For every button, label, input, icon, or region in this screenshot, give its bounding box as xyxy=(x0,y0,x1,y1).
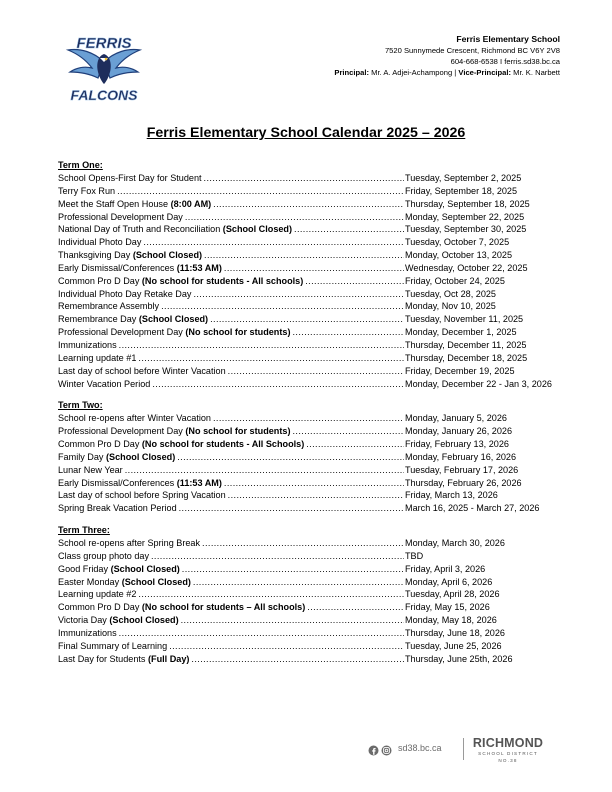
event-date: Tuesday, October 7, 2025 xyxy=(405,237,510,248)
event-name: National Day of Truth and Reconciliation xyxy=(58,224,221,235)
event-name: Last Day for Students xyxy=(58,653,146,664)
event-cell xyxy=(58,223,404,236)
event-name: Victoria Day xyxy=(58,615,107,626)
event-note: (School Closed) xyxy=(222,224,293,235)
event-name: Final Summary of Learning xyxy=(58,640,168,651)
calendar-row xyxy=(58,249,578,262)
event-date: Thursday, December 18, 2025 xyxy=(405,352,528,363)
event-label xyxy=(58,489,226,502)
event-name: Lunar New Year xyxy=(58,464,123,475)
event-date: Monday, April 6, 2026 xyxy=(405,576,493,587)
event-date: Thursday, June 25th, 2026 xyxy=(405,653,513,664)
event-cell xyxy=(58,550,404,563)
event-date: Friday, February 13, 2026 xyxy=(405,439,509,450)
event-label xyxy=(58,172,202,185)
event-date: Monday, February 16, 2026 xyxy=(405,451,517,462)
dot-leader xyxy=(228,489,404,502)
event-note: (No school for students – All schools) xyxy=(141,602,306,613)
dot-leader xyxy=(179,502,404,515)
event-label xyxy=(58,601,305,614)
dot-leader xyxy=(117,185,404,198)
term-heading: Term One: xyxy=(58,160,103,170)
event-label xyxy=(58,326,290,339)
event-label xyxy=(58,339,117,352)
event-cell xyxy=(58,576,404,589)
event-note: (School Closed) xyxy=(110,563,180,574)
event-note: (8:00 AM) xyxy=(170,198,212,209)
event-date: Friday, May 15, 2026 xyxy=(405,602,490,613)
dot-leader xyxy=(182,563,404,576)
svg-text:FERRIS: FERRIS xyxy=(76,35,132,52)
event-label xyxy=(58,262,222,275)
event-date: Monday, March 30, 2026 xyxy=(405,538,505,549)
event-name: Immunizations xyxy=(58,339,117,350)
calendar-row xyxy=(58,477,578,490)
dot-leader xyxy=(125,464,404,477)
event-note: (11:53 AM) xyxy=(176,477,222,488)
event-name: Learning update #2 xyxy=(58,589,137,600)
event-cell xyxy=(58,601,404,614)
event-note: (No school for students) xyxy=(185,426,291,437)
calendar-row xyxy=(58,464,578,477)
event-name: Common Pro D Day xyxy=(58,439,140,450)
event-name: Good Friday xyxy=(58,563,109,574)
event-date: Thursday, June 18, 2026 xyxy=(405,628,505,638)
event-date: Tuesday, Oct 28, 2025 xyxy=(405,288,496,299)
event-name: Individual Photo Day xyxy=(58,237,142,248)
event-name: Common Pro D Day xyxy=(58,602,140,613)
event-cell xyxy=(58,477,404,490)
calendar-row xyxy=(58,627,578,640)
event-cell xyxy=(58,464,404,477)
event-date: Tuesday, November 11, 2025 xyxy=(405,314,524,325)
event-cell xyxy=(58,313,404,326)
event-name: Professional Development Day xyxy=(58,327,183,338)
staff-separator: | xyxy=(454,68,457,77)
dot-leader xyxy=(307,601,404,614)
event-label xyxy=(58,550,149,563)
dot-leader xyxy=(204,172,404,185)
event-date: Thursday, September 18, 2025 xyxy=(405,198,530,209)
dot-leader xyxy=(138,588,404,601)
calendar-row xyxy=(58,438,578,451)
event-note: (School Closed) xyxy=(106,451,176,462)
event-date: Friday, April 3, 2026 xyxy=(405,563,486,574)
dot-leader xyxy=(294,223,404,236)
event-date: Thursday, December 11, 2025 xyxy=(405,339,527,350)
event-name: Early Dismissal/Conferences xyxy=(58,262,175,273)
dot-leader xyxy=(204,249,404,262)
event-date: Tuesday, June 25, 2026 xyxy=(405,640,502,651)
dot-leader xyxy=(305,275,404,288)
event-date: Tuesday, April 28, 2026 xyxy=(405,589,500,600)
contact-separator: I xyxy=(500,57,503,66)
calendar-row xyxy=(58,172,578,185)
event-cell xyxy=(58,300,404,313)
event-cell xyxy=(58,502,404,515)
event-name: Last day of school before Spring Vacation xyxy=(58,490,226,501)
event-name: Professional Development Day xyxy=(58,211,183,222)
event-label xyxy=(58,288,191,301)
event-name: Professional Development Day xyxy=(58,426,183,437)
event-label xyxy=(58,438,304,451)
calendar-row xyxy=(58,451,578,464)
dot-leader xyxy=(292,326,404,339)
event-note: (School Closed) xyxy=(138,314,209,325)
district-name: RICHMOND xyxy=(472,736,544,750)
dot-leader xyxy=(143,236,404,249)
event-cell xyxy=(58,288,404,301)
dot-leader xyxy=(306,438,404,451)
event-cell xyxy=(58,537,404,550)
dot-leader xyxy=(177,451,404,464)
event-label xyxy=(58,352,136,365)
dot-leader xyxy=(161,300,404,313)
event-date: Friday, October 24, 2025 xyxy=(405,275,505,286)
event-label xyxy=(58,576,191,589)
event-cell xyxy=(58,451,404,464)
event-cell xyxy=(58,640,404,653)
event-note: (Full Day) xyxy=(147,653,190,664)
event-date: Thursday, February 26, 2026 xyxy=(405,477,522,488)
event-cell xyxy=(58,425,404,438)
event-cell xyxy=(58,438,404,451)
dot-leader xyxy=(213,198,404,211)
calendar-row xyxy=(58,425,578,438)
calendar-row xyxy=(58,378,578,391)
calendar-row xyxy=(58,352,578,365)
page-title: Ferris Elementary School Calendar 2025 – 2026 xyxy=(146,125,466,141)
event-cell xyxy=(58,211,404,224)
event-cell xyxy=(58,365,404,378)
event-label xyxy=(58,365,226,378)
calendar-row xyxy=(58,236,578,249)
social-icons xyxy=(368,743,394,761)
calendar-row xyxy=(58,576,578,589)
event-date: Monday, May 18, 2026 xyxy=(405,615,497,626)
event-cell xyxy=(58,249,404,262)
footer-divider xyxy=(463,738,464,760)
calendar-row xyxy=(58,489,578,502)
event-name: Spring Break Vacation Period xyxy=(58,503,177,514)
event-label xyxy=(58,464,123,477)
dot-leader xyxy=(191,653,404,666)
event-note: (School Closed) xyxy=(121,576,191,587)
event-cell xyxy=(58,236,404,249)
event-label xyxy=(58,378,150,391)
event-note: (School Closed) xyxy=(109,615,179,626)
event-cell xyxy=(58,489,404,502)
event-cell xyxy=(58,653,404,666)
calendar-row xyxy=(58,275,578,288)
event-label xyxy=(58,223,292,236)
dot-leader xyxy=(213,412,404,425)
event-label xyxy=(58,412,211,425)
event-date: Tuesday, September 2, 2025 xyxy=(405,173,522,183)
calendar-row xyxy=(58,300,578,313)
event-cell xyxy=(58,185,404,198)
ferris-falcons-logo xyxy=(64,28,144,104)
event-name: Common Pro D Day xyxy=(58,275,140,286)
event-name: Early Dismissal/Conferences xyxy=(58,477,175,488)
event-name: Terry Fox Run xyxy=(58,185,116,196)
event-date: Tuesday, February 17, 2026 xyxy=(405,464,519,475)
event-date: March 16, 2025 - March 27, 2026 xyxy=(405,503,540,514)
term-heading: Term Three: xyxy=(58,525,110,536)
district-website[interactable]: sd38.bc.ca xyxy=(398,743,442,753)
event-label xyxy=(58,236,141,249)
event-name: Thanksgiving Day xyxy=(58,250,131,261)
dot-leader xyxy=(181,614,404,627)
event-date: Monday, December 22 - Jan 3, 2026 xyxy=(405,378,552,389)
event-label xyxy=(58,425,290,438)
event-note: (11:53 AM) xyxy=(176,262,222,273)
dot-leader xyxy=(151,550,404,563)
event-date: Friday, September 18, 2025 xyxy=(405,185,518,196)
event-cell xyxy=(58,172,404,185)
calendar-row xyxy=(58,601,578,614)
event-name: Immunizations xyxy=(58,628,117,638)
event-name: Last day of school before Winter Vacation xyxy=(58,365,226,376)
calendar-row xyxy=(58,223,578,236)
event-name: Easter Monday xyxy=(58,576,120,587)
event-date: Wednesday, October 22, 2025 xyxy=(405,262,528,273)
calendar-row xyxy=(58,563,578,576)
event-cell xyxy=(58,563,404,576)
calendar-row xyxy=(58,288,578,301)
vice-principal-name: Mr. K. Narbett xyxy=(513,68,560,77)
dot-leader xyxy=(119,339,404,352)
event-label xyxy=(58,627,117,640)
event-label xyxy=(58,588,136,601)
event-note: (School Closed) xyxy=(132,250,203,261)
event-name: Meet the Staff Open House xyxy=(58,198,169,209)
instagram-icon[interactable] xyxy=(382,746,392,756)
calendar-row xyxy=(58,211,578,224)
event-label xyxy=(58,477,222,490)
calendar-row xyxy=(58,313,578,326)
event-cell xyxy=(58,378,404,391)
principal-name: Mr. A. Adjei-Achampong xyxy=(371,68,453,77)
event-cell xyxy=(58,198,404,211)
calendar-row xyxy=(58,185,578,198)
event-cell xyxy=(58,352,404,365)
event-label xyxy=(58,502,177,515)
school-staff xyxy=(334,67,560,78)
vice-principal-label: Vice-Principal: xyxy=(458,68,512,77)
dot-leader xyxy=(193,576,404,589)
calendar-row xyxy=(58,365,578,378)
district-logo xyxy=(468,737,548,764)
event-label xyxy=(58,313,208,326)
event-name: Family Day xyxy=(58,451,104,462)
event-label xyxy=(58,249,202,262)
event-label xyxy=(58,300,159,313)
calendar-row xyxy=(58,640,578,653)
event-name: Class group photo day xyxy=(58,550,149,561)
calendar-row xyxy=(58,502,578,515)
term-heading: Term Two: xyxy=(58,400,103,411)
school-contact xyxy=(334,56,560,67)
event-date: TBD xyxy=(405,550,424,561)
dot-leader xyxy=(202,537,404,550)
event-date: Monday, December 1, 2025 xyxy=(405,327,517,338)
event-label xyxy=(58,640,167,653)
calendar-row xyxy=(58,588,578,601)
school-phone: 604-668-6538 xyxy=(450,57,498,66)
calendar-row xyxy=(58,653,578,666)
district-sub: SCHOOL DISTRICT NO.38 xyxy=(478,751,538,763)
dot-leader xyxy=(185,211,404,224)
calendar-row xyxy=(58,412,578,425)
term-section xyxy=(58,160,578,390)
school-address: 7520 Sunnymede Crescent, Richmond BC V6Y 2V8 xyxy=(384,46,560,55)
event-name: Remembrance Day xyxy=(58,314,137,325)
event-cell xyxy=(58,326,404,339)
event-date: Monday, September 22, 2025 xyxy=(405,211,525,222)
event-name: Remembrance Assembly xyxy=(58,301,160,312)
event-name: School re-opens after Spring Break xyxy=(58,538,201,549)
event-label xyxy=(58,537,200,550)
dot-leader xyxy=(169,640,404,653)
term-section xyxy=(58,525,578,665)
dot-leader xyxy=(193,288,404,301)
calendar-row xyxy=(58,198,578,211)
event-label xyxy=(58,275,303,288)
facebook-icon[interactable] xyxy=(369,746,379,756)
footer xyxy=(360,736,560,762)
event-date: Monday, January 5, 2026 xyxy=(405,413,507,424)
dot-leader xyxy=(138,352,404,365)
event-name: Individual Photo Day Retake Day xyxy=(58,288,192,299)
calendar-row xyxy=(58,262,578,275)
event-label xyxy=(58,653,189,666)
event-cell xyxy=(58,275,404,288)
event-cell xyxy=(58,627,404,640)
dot-leader xyxy=(224,477,404,490)
term-section xyxy=(58,400,578,515)
event-date: Friday, December 19, 2025 xyxy=(405,365,515,376)
event-label xyxy=(58,198,211,211)
event-label xyxy=(58,185,115,198)
calendar-row xyxy=(58,326,578,339)
dot-leader xyxy=(224,262,404,275)
school-website[interactable]: ferris.sd38.bc.ca xyxy=(504,57,560,66)
dot-leader xyxy=(292,425,404,438)
calendar-row xyxy=(58,614,578,627)
dot-leader xyxy=(119,627,404,640)
event-note: (No school for students - All Schools) xyxy=(141,439,305,450)
event-note: (No school for students) xyxy=(185,327,291,338)
event-cell xyxy=(58,588,404,601)
event-cell xyxy=(58,262,404,275)
event-name: School Opens-First Day for Student xyxy=(58,173,202,183)
event-label xyxy=(58,211,183,224)
svg-text:FALCONS: FALCONS xyxy=(70,87,138,103)
calendar-terms xyxy=(58,160,578,676)
event-note: (No school for students - All schools) xyxy=(141,275,304,286)
event-name: Learning update #1 xyxy=(58,352,137,363)
calendar-row xyxy=(58,550,578,563)
event-label xyxy=(58,563,180,576)
event-date: Friday, March 13, 2026 xyxy=(405,490,498,501)
event-date: Tuesday, September 30, 2025 xyxy=(405,224,527,235)
event-name: School re-opens after Winter Vacation xyxy=(58,413,211,424)
dot-leader xyxy=(152,378,404,391)
event-cell xyxy=(58,412,404,425)
event-label xyxy=(58,614,179,627)
school-info xyxy=(334,34,560,78)
dot-leader xyxy=(228,365,404,378)
school-name: Ferris Elementary School xyxy=(456,34,560,44)
event-cell xyxy=(58,614,404,627)
event-date: Monday, January 26, 2026 xyxy=(405,426,513,437)
event-date: Monday, Nov 10, 2025 xyxy=(405,301,496,312)
event-label xyxy=(58,451,175,464)
calendar-row xyxy=(58,537,578,550)
event-cell xyxy=(58,339,404,352)
calendar-row xyxy=(58,339,578,352)
event-date: Monday, October 13, 2025 xyxy=(405,250,513,261)
dot-leader xyxy=(210,313,404,326)
principal-label: Principal: xyxy=(334,68,369,77)
event-name: Winter Vacation Period xyxy=(58,378,151,389)
